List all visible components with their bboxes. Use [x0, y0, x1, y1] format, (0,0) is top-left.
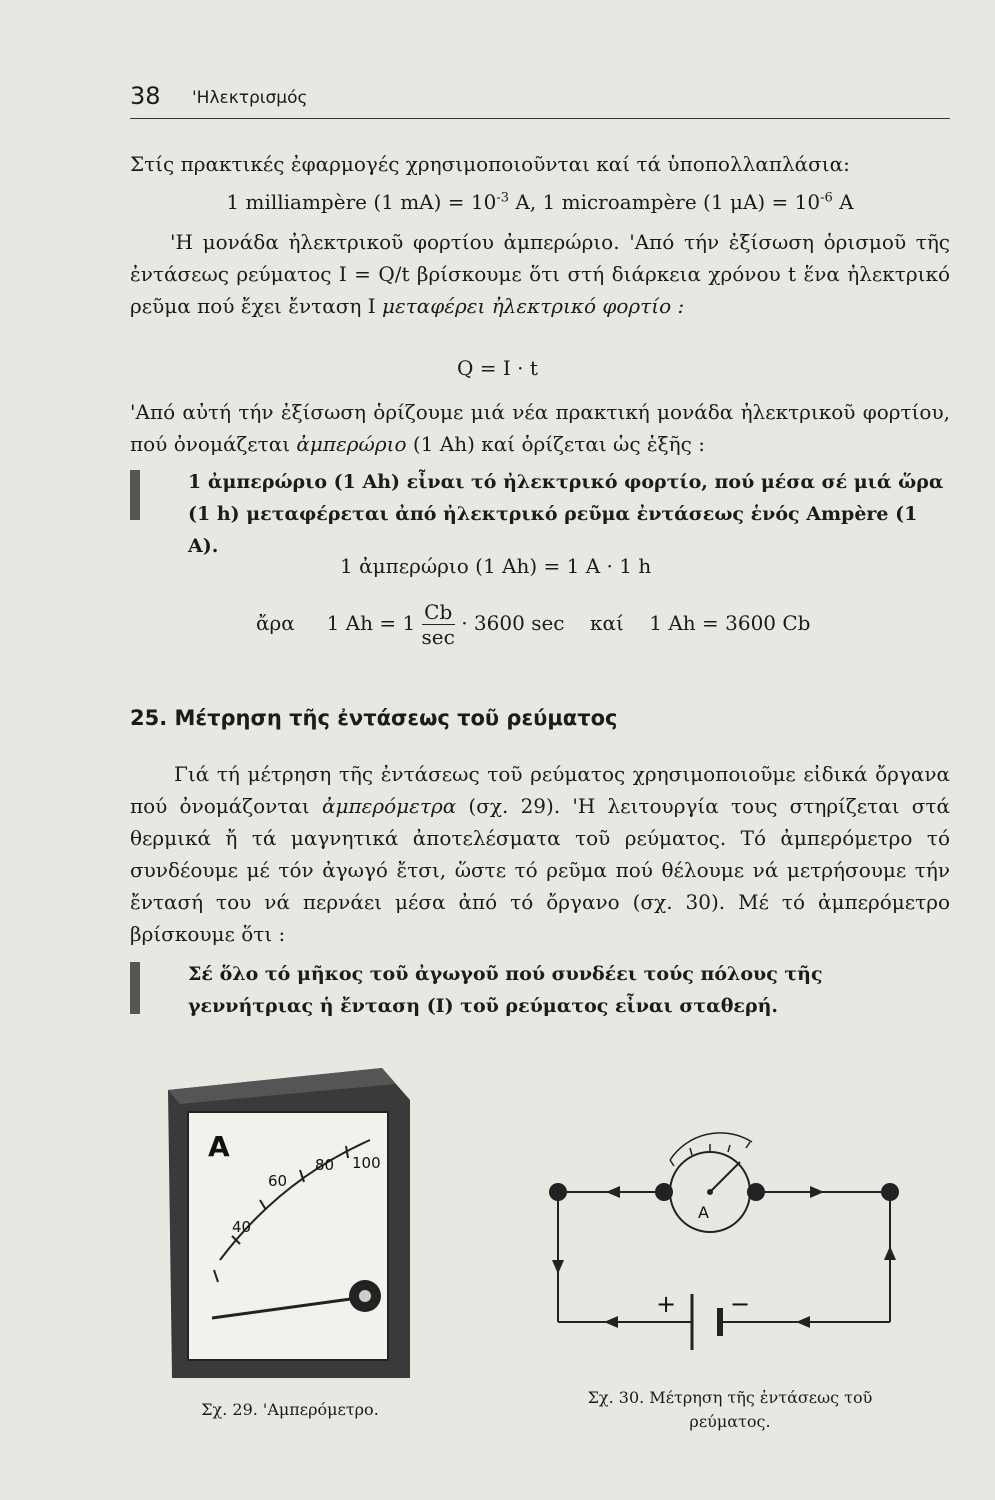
charge-paragraph: 'Η μονάδα ἠλεκτρικοῦ φορτίου ἀμπερώριο. 'Από τήν ἐξίσωση ὁρισμοῦ τῆς ἐντάσεως ρεύματος I = Q/t βρίσκουμε ὅτι στή διάρκεια χρόνου t ἕνα ἠλεκτρικό ρεῦμα πού ἔχει ἔνταση I μεταφέρει ἠλεκτρικό φορτίο :: [130, 230, 950, 318]
measure-paragraph: Γιά τή μέτρηση τῆς ἐντάσεως τοῦ ρεύματος χρησιμοποιοῦμε εἰδικά ὄργανα πού ὀνομάζονται ἀμπερόμετρα (σχ. 29). 'Η λειτουργία τους στηρίζεται στά θερμικά ἤ τά μαγνητικά ἀποτελέσματα τοῦ ρεύματος. Τό ἀμπερόμετρο τό συνδέουμε μέ τόν ἀγωγό ἔτσι, ὥστε τό ρεῦμα πού θέλουμε νά μετρήσουμε τήν ἔντασή του νά περνάει μέσα ἀπό τό ὄργανο (σχ. 30). Μέ τό ἀμπερόμετρο βρίσκουμε ὅτι :: [130, 762, 950, 946]
page-header: [130, 78, 950, 119]
dial-letter: A: [208, 1130, 230, 1163]
tick-60: 60: [268, 1172, 288, 1190]
figure-30-caption: Σχ. 30. Μέτρηση τῆς ἐντάσεως τοῦ ρεύματος.: [587, 1388, 873, 1431]
equation-q: Q = I · t: [457, 356, 538, 380]
chapter-title: 'Ηλεκτρισμός: [192, 88, 308, 108]
circuit-diagram: [540, 1100, 920, 1350]
meter-letter: A: [698, 1203, 709, 1222]
definition-marker: [130, 470, 140, 520]
equation-cb: ἄρα 1 Ah = 1 $\frac{Cb}{\sec}$ · 3600 sec καί 1 Ah = 3600 Cb: [256, 600, 811, 649]
plus-sign: +: [656, 1290, 677, 1318]
equation-ah: 1 ἀμπερώριο (1 Ah) = 1 A · 1 h: [340, 554, 652, 578]
ah-paragraph: 'Από αὐτή τήν ἐξίσωση ὁρίζουμε μιά νέα πρακτική μονάδα ἠλεκτρικοῦ φορτίου, πού ὀνομάζεται ἀμπερώριο (1 Ah) καί ὁρίζεται ὡς ἑξῆς :: [130, 400, 950, 456]
submultiples-line: 1 milliampère (1 $mA) = 10^{-3}$ A, 1 microampère (1 $\mu A) = 10^{-6}$ A: [226, 190, 854, 214]
ammeter-photo: [160, 1060, 420, 1390]
tick-80: 80: [315, 1156, 335, 1174]
definition-ampere-hour: 1 ἀμπερώριο (1 Ah) εἶναι τό ἠλεκτρικό φορτίο, πού μέσα σέ μιά ὥρα (1 h) μεταφέρεται ἀπό ἠλεκτρικό ρεῦμα ἐντάσεως ἑνός Ampère (1 A).: [188, 471, 944, 557]
fraction-cb-sec: $\frac{Cb}{\sec}$: [421, 600, 455, 649]
intro-line: Στίς πρακτικές ἐφαρμογές χρησιμοποιοῦνται καί τά ὑποπολλαπλάσια:: [130, 152, 850, 176]
figure-29-caption: Σχ. 29. 'Αμπερόμετρο.: [201, 1400, 379, 1419]
tick-40: 40: [232, 1218, 252, 1236]
definition-marker-2: [130, 962, 140, 1014]
minus-sign: −: [730, 1290, 751, 1318]
page-number: 38: [130, 82, 161, 110]
tick-100: 100: [352, 1154, 381, 1172]
section-title: 25. Μέτρηση τῆς ἐντάσεως τοῦ ρεύματος: [130, 706, 618, 730]
definition-constant-current: Σέ ὅλο τό μῆκος τοῦ ἀγωγοῦ πού συνδέει τούς πόλους τῆς γεννήτριας ἡ ἔνταση (I) τοῦ ρεύματος εἶναι σταθερή.: [188, 963, 823, 1017]
